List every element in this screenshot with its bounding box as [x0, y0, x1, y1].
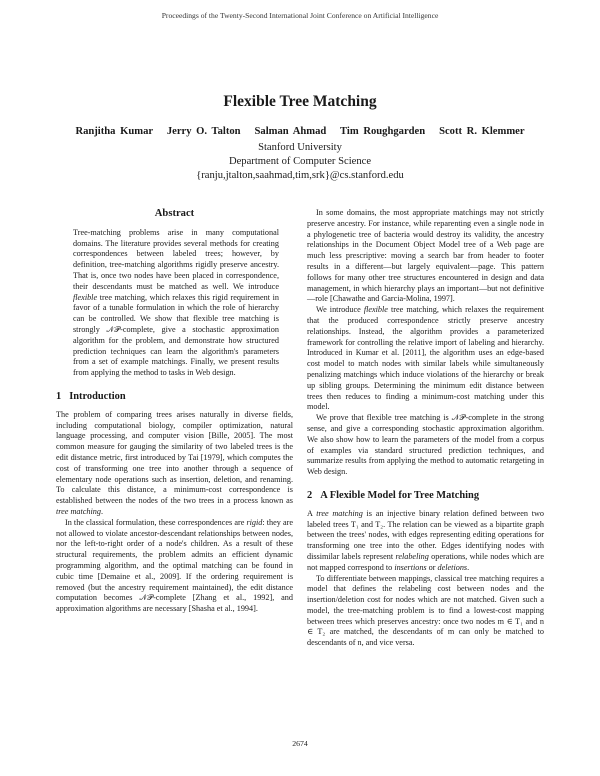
- section-heading-flexible-model: 2 A Flexible Model for Tree Matching: [307, 489, 480, 501]
- affiliation-university: Stanford University: [258, 142, 342, 153]
- affiliation-department: Department of Computer Science: [228, 156, 372, 167]
- author-list: Ranjitha Kumar Jerry O. Talton Salman Ahmad Tim Roughgarden Scott R. Klemmer: [75, 126, 525, 137]
- model-paragraph-2: To differentiate between mappings, classical tree matching requires a model that defines the relabeling cost between nodes and the insertion/deletion cost for nodes which are not matched. Given such a model, the tree-matching problem is to find a lowest-cost mapping between trees which preserves ancestry: once two nodes m ∈ T₁ and n ∈ T₂ are matched, the descendants of m can only be matched to descendants of n, and vice versa.: [307, 573, 544, 648]
- paper-title: Flexible Tree Matching: [223, 93, 377, 110]
- model-paragraph-1: A tree matching is an injective binary relation defined between two labeled trees T₁ and T₂. The relation can be viewed as a bipartite graph between the trees' nodes, with edges representing editing operations for transforming one tree into the other. Edges identifying nodes with dissimilar labels represent relabeling operations, while nodes which are not mapped correspond to insertions or deletions.: [307, 508, 544, 572]
- section-heading-introduction: 1 Introduction: [56, 390, 126, 402]
- intro-paragraph-4: We introduce flexible tree matching, which relaxes the requirement that the produced correspondence strictly preserve ancestry relationships. Instead, the algorithm provides a parameterized framework for controlling the relative import of labeling and hierarchy. Introduced in Kumar et al. [2011], the algorithm uses an edge-based cost model to match nodes with similar labels while simultaneously penalizing matchings which induce violations of the hierarchy or break up sibling groups. Determining the minimum edit distance between trees then reduces to finding a minimum-cost matching under this model.: [307, 305, 544, 412]
- intro-paragraph-1: The problem of comparing trees arises naturally in diverse fields, including computational biology, compiler optimization, natural language processing, and computer vision [Bille, 2005]. The most common measure for gauging the similarity of two labeled trees is the edit distance metric, first introduced by Tai [1979], which computes the cost of transforming one tree into another through a sequence of elementary node operations such as insertion, deletion, and renaming. To calculate this distance, a minimum-cost correspondence is established between the nodes of the two trees in a process known as tree matching.: [56, 409, 293, 516]
- intro-paragraph-3: In some domains, the most appropriate matchings may not strictly preserve ancestry. For instance, while reparenting even a single node in a phylogenetic tree of bacteria would destroy its validity, the ancestry relationships in the Document Object Model tree of a Web page are much less prescriptive: moving a search bar from header to footer results in a different—but largely equivalent—page. This pattern follows for many other tree structures encountered in design and data management, in which hierarchy plays an important—but not definitive—role [Chawathe and Garcia-Molina, 1997].: [307, 208, 544, 304]
- proceedings-header: Proceedings of the Twenty-Second International Joint Conference on Artificial Intelligence: [161, 11, 439, 20]
- abstract-heading: Abstract: [154, 208, 195, 219]
- intro-paragraph-5: We prove that flexible tree matching is 𝒩𝒫-complete in the strong sense, and give a corresponding stochastic approximation algorithm. We also show how to learn the parameters of the model from a corpus of examples via standard structured prediction techniques, and summarize results from applying the method to automatic retargeting in Web design.: [307, 413, 544, 477]
- left-column: [56, 208, 293, 615]
- abstract-body: Tree-matching problems arise in many computational domains. The literature provides several methods for creating correspondences between labeled trees; however, by definition, tree-matching algorithms rigidly preserve ancestry. That is, once two nodes have been placed in correspondence, their descendants must be matched as well. We introduce flexible tree matching, which relaxes this rigid requirement in favor of a tunable formulation in which the role of hierarchy can be controlled. We show that flexible tree matching is strongly 𝒩𝒫-complete, give a stochastic approximation algorithm for the problem, and demonstrate how structured prediction techniques can learn the algorithm's parameters from a set of example matchings. Finally, we present results from applying the method to tasks in Web design.: [73, 227, 279, 378]
- author-emails: {ranju,jtalton,saahmad,tim,srk}@cs.stanford.edu: [196, 170, 404, 181]
- page-number: 2674: [292, 739, 308, 748]
- intro-paragraph-2: In the classical formulation, these correspondences are rigid: they are not allowed to violate ancestor-descendant relationships between nodes, nor the left-to-right order of a node's children. As a result of these structural requirements, the problem admits an efficient dynamic programming algorithm, and the optimal matching can be found in cubic time [Demaine et al., 2009]. If the ordering requirement is removed (but the ancestry requirement maintained), the edit distance computation becomes 𝒩𝒫-complete [Zhang et al., 1992], and approximation algorithms are necessary [Shasha et al., 1994].: [56, 517, 293, 614]
- right-column: [307, 208, 544, 649]
